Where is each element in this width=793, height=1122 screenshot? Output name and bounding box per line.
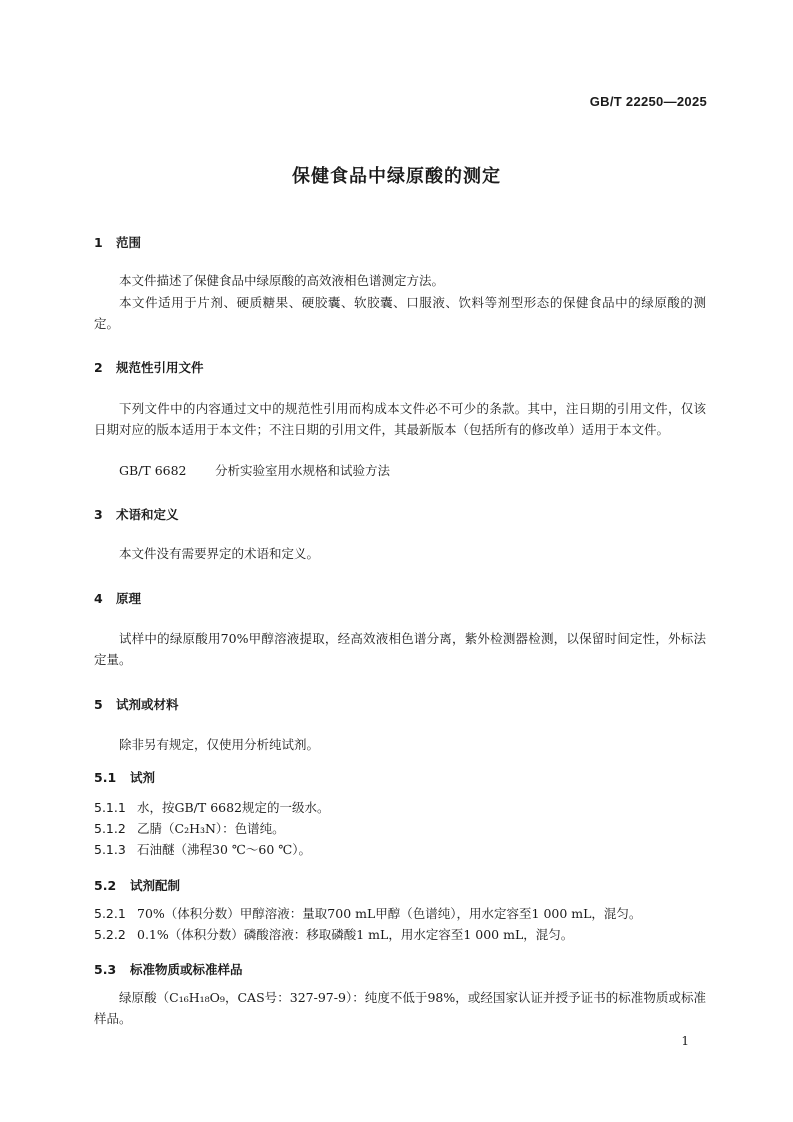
section-title: 试剂或材料 [116, 697, 179, 712]
list-item [94, 924, 706, 945]
section-1-heading [94, 233, 141, 251]
section-number: 3 [94, 507, 103, 522]
item-number: 5.2.1 [94, 906, 126, 921]
page-number: 1 [681, 1034, 689, 1048]
reference-code: GB/T 6682 [119, 463, 187, 478]
section-1-paragraph-2: 本文件适用于片剂、硬质糖果、硬胶囊、软胶囊、口服液、饮料等剂型形态的保健食品中的绿原酸的测定。 [94, 295, 706, 331]
subsection-5-2-heading [94, 876, 180, 894]
item-text: 70%（体积分数）甲醇溶液：量取700 mL甲醇（色谱纯），用水定容至1 000 mL，混匀。 [137, 906, 642, 921]
section-4-paragraph-1: 试样中的绿原酸用70%甲醇溶液提取，经高效液相色谱分离，紫外检测器检测，以保留时间定性，外标法定量。 [94, 631, 706, 667]
item-number: 5.1.3 [94, 842, 126, 857]
subsection-5-3-paragraph: 绿原酸（C₁₆H₁₈O₉，CAS号：327-97-9）：纯度不低于98%，或经国家认证并授予证书的标准物质或标准样品。 [94, 990, 706, 1026]
list-item [94, 839, 706, 860]
section-title: 原理 [116, 591, 142, 606]
section-number: 2 [94, 360, 103, 375]
subsection-number: 5.3 [94, 962, 117, 977]
standard-code: GB/T 22250—2025 [589, 94, 707, 109]
item-text: 乙腈（C₂H₃N）：色谱纯。 [137, 821, 285, 836]
section-2-paragraph-1: 下列文件中的内容通过文中的规范性引用而构成本文件必不可少的条款。其中，注日期的引用文件，仅该日期对应的版本适用于本文件；不注日期的引用文件，其最新版本（包括所有的修改单）适用于本文件。 [94, 401, 706, 437]
subsection-number: 5.1 [94, 770, 117, 785]
item-text: 石油醚（沸程30 ℃～60 ℃）。 [137, 842, 311, 857]
item-text: 0.1%（体积分数）磷酸溶液：移取磷酸1 mL，用水定容至1 000 mL，混匀。 [137, 927, 574, 942]
document-title: 保健食品中绿原酸的测定 [292, 166, 501, 187]
section-5-paragraph-1: 除非另有规定，仅使用分析纯试剂。 [119, 737, 320, 752]
item-text: 水，按GB/T 6682规定的一级水。 [137, 800, 330, 815]
section-5-heading [94, 695, 179, 713]
item-number: 5.2.2 [94, 927, 126, 942]
section-2-heading [94, 358, 204, 376]
section-number: 4 [94, 591, 103, 606]
section-1-paragraph-1: 本文件描述了保健食品中绿原酸的高效液相色谱测定方法。 [119, 273, 445, 288]
subsection-title: 标准物质或标准样品 [130, 962, 243, 977]
list-item [94, 818, 706, 839]
section-4-heading [94, 589, 141, 607]
list-item [94, 797, 706, 818]
subsection-number: 5.2 [94, 878, 117, 893]
section-3-paragraph-1: 本文件没有需要界定的术语和定义。 [119, 546, 320, 561]
subsection-title: 试剂配制 [130, 878, 181, 893]
section-number: 1 [94, 235, 103, 250]
normative-reference [94, 460, 706, 481]
reference-title: 分析实验室用水规格和试验方法 [215, 463, 391, 478]
list-item [94, 903, 706, 924]
section-title: 术语和定义 [116, 507, 179, 522]
item-number: 5.1.1 [94, 800, 126, 815]
section-number: 5 [94, 697, 103, 712]
item-number: 5.1.2 [94, 821, 126, 836]
section-title: 规范性引用文件 [116, 360, 204, 375]
subsection-5-3-heading [94, 960, 243, 978]
subsection-title: 试剂 [130, 770, 156, 785]
section-3-heading [94, 505, 179, 523]
section-title: 范围 [116, 235, 142, 250]
subsection-5-1-heading [94, 768, 155, 786]
